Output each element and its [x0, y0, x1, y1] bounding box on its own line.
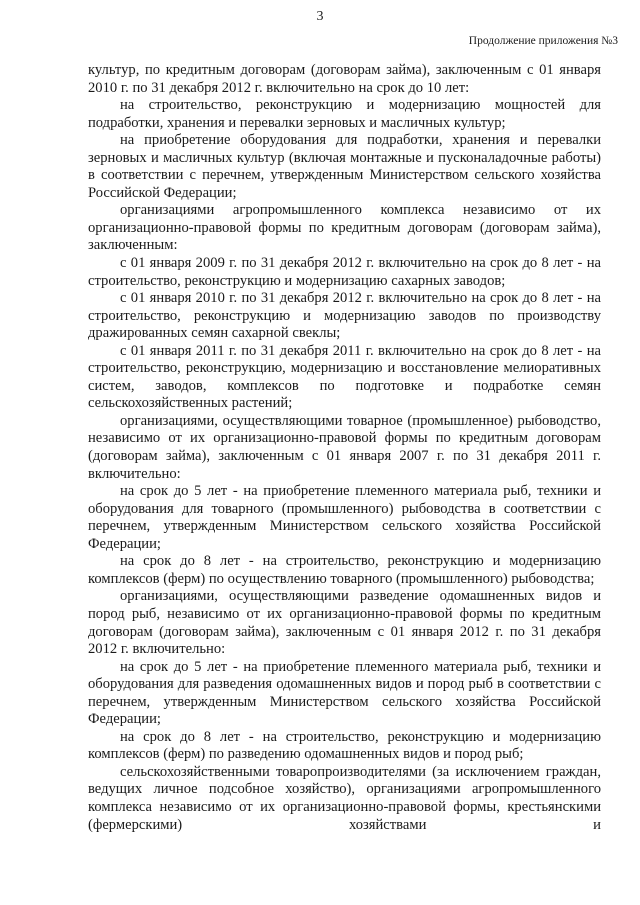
paragraph: на срок до 5 лет - на приобретение племенного материала рыб, техники и оборудования для товарного (промышленного) рыбоводства в соответствии с перечнем, утвержденным Министерством сельского хозяйства Российской Федерации; — [88, 483, 601, 552]
paragraph: на приобретение оборудования для подработки, хранения и перевалки зерновых и масличных культур (включая монтажные и пусконаладочные работы) в соответствии с перечнем, утвержденным Министерством сельского хозяйства Российской Федерации; — [88, 132, 601, 201]
running-title: Продолжение приложения №3 — [468, 35, 618, 47]
paragraph: на строительство, реконструкцию и модернизацию мощностей для подработки, хранения и перевалки зерновых и масличных культур; — [88, 97, 601, 131]
body-text — [88, 62, 601, 834]
page-number: 3 — [316, 9, 324, 24]
paragraph-continuation: культур, по кредитным договорам (договорам займа), заключенным с 01 января 2010 г. по 31 декабря 2012 г. включительно на срок до 10 лет: — [88, 62, 601, 96]
paragraph: с 01 января 2009 г. по 31 декабря 2012 г. включительно на срок до 8 лет - на строительство, реконструкцию и модернизацию сахарных заводов; — [88, 255, 601, 289]
paragraph: на срок до 8 лет - на строительство, реконструкцию и модернизацию комплексов (ферм) по разведению одомашненных видов и пород рыб; — [88, 728, 601, 763]
paragraph-continued-next-page: сельскохозяйственными товаропроизводителями (за исключением граждан, ведущих личное подсобное хозяйство), организациями агропромышленного комплекса независимо от их организационно-правовой формы, крестьянскими (фермерскими) хозяйствами и — [88, 763, 601, 833]
paragraph: организациями, осуществляющими товарное (промышленное) рыбоводство, независимо от их организационно-правовой формы по кредитным договорам (договорам займа), заключенным с 01 января 2007 г. по 31 декабря 2011 г. включительно: — [88, 412, 601, 482]
paragraph: на срок до 5 лет - на приобретение племенного материала рыб, техники и оборудования для разведения одомашненных видов и пород рыб в соответствии с перечнем, утвержденным Министерством сельского хозяйства Российской Федерации; — [88, 658, 601, 728]
paragraph: организациями, осуществляющими разведение одомашненных видов и пород рыб, независимо от их организационно-правовой формы по кредитным договорам (договорам займа), заключенным с 01 января 2012 г. по 31 декабря 2012 г. включительно: — [88, 588, 601, 658]
paragraph: организациями агропромышленного комплекса независимо от их организационно-правовой формы по кредитным договорам (договорам займа), заключенным: — [88, 202, 601, 254]
paragraph: на срок до 8 лет - на строительство, реконструкцию и модернизацию комплексов (ферм) по осуществлению товарного (промышленного) рыбоводства; — [88, 553, 601, 587]
paragraph: с 01 января 2011 г. по 31 декабря 2011 г. включительно на срок до 8 лет - на строительство, реконструкцию, модернизацию и восстановление мелиоративных систем, заводов, комплексов по подготовке и подработке семян сельскохозяйственных растений; — [88, 342, 601, 412]
paragraph: с 01 января 2010 г. по 31 декабря 2012 г. включительно на срок до 8 лет - на строительство, реконструкцию и модернизацию заводов по производству дражированных семян сахарной свеклы; — [88, 290, 601, 342]
